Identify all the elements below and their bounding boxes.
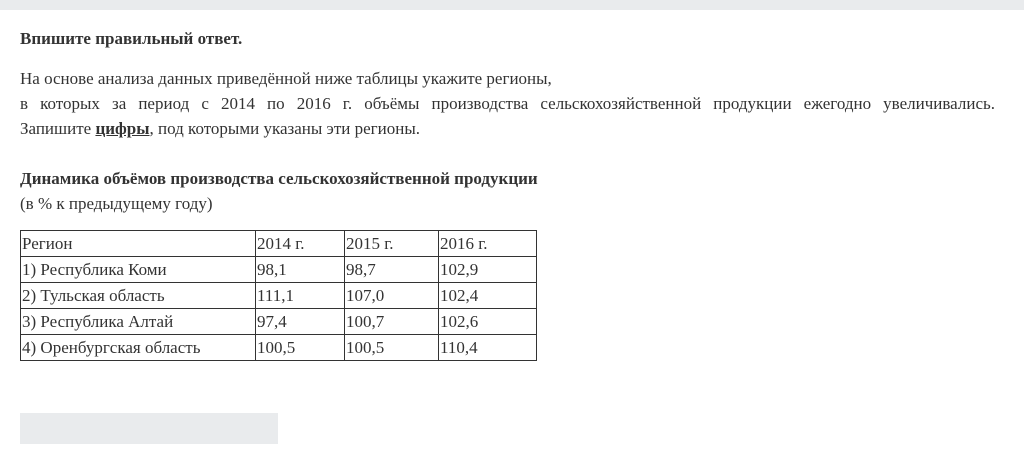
table-header-row xyxy=(21,231,537,257)
table-row xyxy=(21,335,537,361)
top-bar xyxy=(0,0,1024,10)
table-cell: 100,5 xyxy=(345,335,439,361)
table-cell: 102,9 xyxy=(439,257,537,283)
table-cell: 3) Республика Алтай xyxy=(21,309,256,335)
table-cell: 98,7 xyxy=(345,257,439,283)
table-row xyxy=(21,283,537,309)
table-cell: 100,5 xyxy=(256,335,345,361)
question-text xyxy=(20,66,995,141)
question-line-3-start: Запишите xyxy=(20,119,96,138)
table-row xyxy=(21,257,537,283)
question-line-1: На основе анализа данных приведённой ниже таблицы укажите регионы, xyxy=(20,69,552,88)
table-cell: 1) Республика Коми xyxy=(21,257,256,283)
data-table xyxy=(20,230,537,361)
table-cell: 102,4 xyxy=(439,283,537,309)
instruction-text: Впишите правильный ответ. xyxy=(20,29,243,48)
table-cell: 4) Оренбургская область xyxy=(21,335,256,361)
table-title: Динамика объёмов производства сельскохозяйственной продукции xyxy=(20,169,538,188)
task-content xyxy=(20,26,995,361)
question-line-2: в которых за период с 2014 по 2016 г. объёмы производства сельскохозяйственной продукции ежегодно увеличивались. xyxy=(20,94,995,113)
table-cell: 107,0 xyxy=(345,283,439,309)
table-header-cell: Регион xyxy=(21,231,256,257)
table-cell: 98,1 xyxy=(256,257,345,283)
table-cell: 102,6 xyxy=(439,309,537,335)
table-header-cell: 2015 г. xyxy=(345,231,439,257)
table-cell: 110,4 xyxy=(439,335,537,361)
table-cell: 100,7 xyxy=(345,309,439,335)
table-cell: 2) Тульская область xyxy=(21,283,256,309)
question-line-3-end: , под которыми указаны эти регионы. xyxy=(149,119,420,138)
table-header-cell: 2014 г. xyxy=(256,231,345,257)
question-line-3 xyxy=(20,116,995,141)
answer-input[interactable] xyxy=(20,413,278,444)
table-header-cell: 2016 г. xyxy=(439,231,537,257)
table-row xyxy=(21,309,537,335)
table-cell: 97,4 xyxy=(256,309,345,335)
table-subtitle: (в % к предыдущему году) xyxy=(20,194,213,213)
table-cell: 111,1 xyxy=(256,283,345,309)
question-emphasis-digits: цифры xyxy=(95,119,150,138)
